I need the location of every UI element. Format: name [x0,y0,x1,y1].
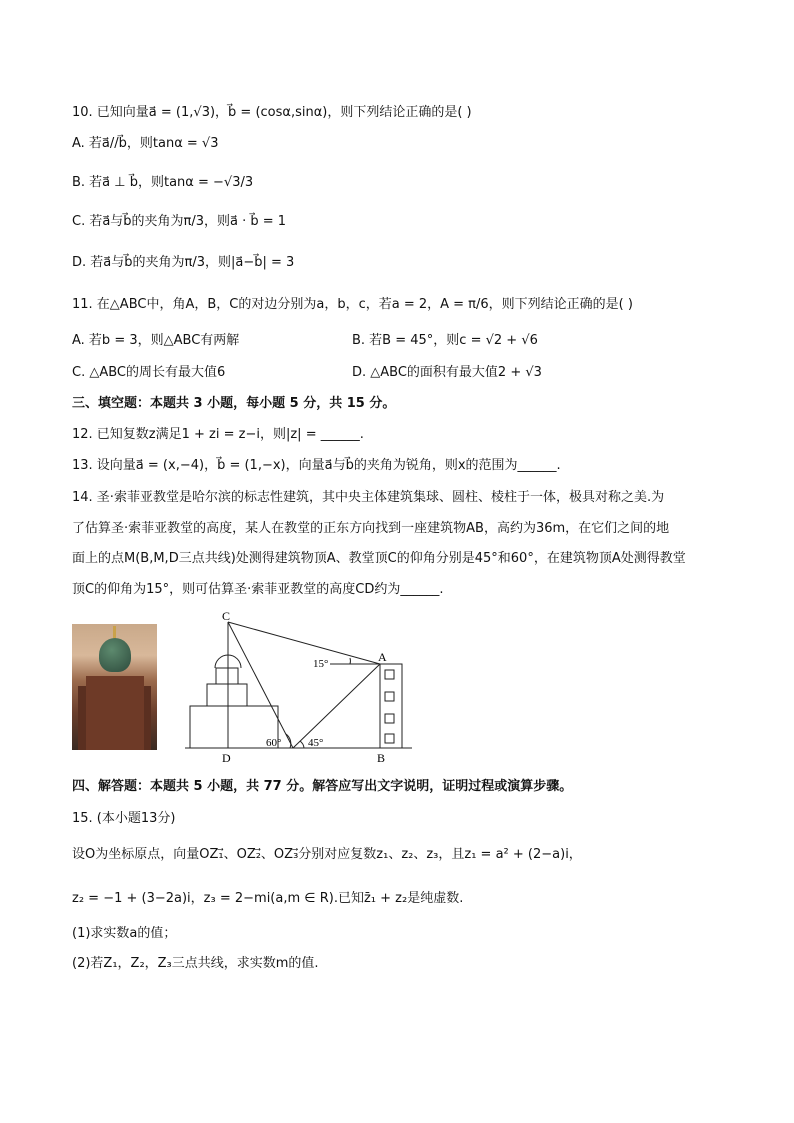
q14-line-4: 顶C的仰角为15°，则可估算圣·索菲亚教堂的高度CD约为______. [72,582,444,597]
section-three-heading: 三、填空题：本题共 3 小题，每小题 5 分，共 15 分。 [72,396,396,411]
q12: 12. 已知复数z满足1 + zi = z−i，则|z| = ______. [72,427,364,442]
q13: 13. 设向量a⃗ = (x,−4)，b⃗ = (1,−x)，向量a⃗与b⃗的夹角为锐角，则x的范围为______. [72,458,561,473]
q10-option-d: D. 若a⃗与b⃗的夹角为π/3，则|a⃗−b⃗| = 3 [72,255,295,270]
label-c: C [222,609,231,623]
q11-option-b: B. 若B = 45°，则c = √2 + √6 [352,333,538,348]
label-b: B [377,751,386,765]
q11-stem: 11. 在△ABC中，角A，B，C的对边分别为a，b，c，若a = 2，A = π/6，则下列结论正确的是( ) [72,297,633,312]
q15-part-1: (1)求实数a的值； [72,926,177,941]
q15-line-2: z₂ = −1 + (3−2a)i，z₃ = 2−mi(a,m ∈ R).已知z̄₁ + z₂是纯虚数. [72,891,464,906]
label-d: D [222,751,231,765]
cathedral-photo [72,624,157,750]
q14-line-1: 14. 圣·索菲亚教堂是哈尔滨的标志性建筑，其中央主体建筑集球、圆柱、棱柱于一体，极具对称之美.为 [72,490,665,505]
q11-option-d: D. △ABC的面积有最大值2 + √3 [352,365,542,380]
angle-45-label: 45° [308,737,324,749]
q15-title: 15. (本小题13分) [72,811,176,826]
angle-60-label: 60° [266,737,282,749]
q10-option-b: B. 若a⃗ ⊥ b⃗，则tanα = −√3/3 [72,175,254,190]
geometry-figure [180,606,420,766]
q10-stem: 10. 已知向量a⃗ = (1,√3)，b⃗ = (cosα,sinα)，则下列结论正确的是( ) [72,105,472,120]
q11-option-a: A. 若b = 3，则△ABC有两解 [72,333,240,348]
q14-line-2: 了估算圣·索菲亚教堂的高度，某人在教堂的正东方向找到一座建筑物AB，高约为36m，在它们之间的地 [72,521,670,536]
section-four-heading: 四、解答题：本题共 5 小题，共 77 分。解答应写出文字说明，证明过程或演算步骤。 [72,779,573,794]
q10-option-a: A. 若a⃗//b⃗，则tanα = √3 [72,136,219,151]
q10-option-c: C. 若a⃗与b⃗的夹角为π/3，则a⃗ · b⃗ = 1 [72,214,287,229]
q15-line-1: 设O为坐标原点，向量OZ₁⃗、OZ₂⃗、OZ₃⃗分别对应复数z₁、z₂、z₃，且z₁ = a² + (2−a)i， [72,847,582,862]
q15-part-2: (2)若Z₁，Z₂，Z₃三点共线，求实数m的值. [72,956,319,971]
q11-option-c: C. △ABC的周长有最大值6 [72,365,226,380]
angle-15-label: 15° [313,658,329,670]
label-a: A [378,650,387,664]
q14-line-3: 面上的点M(B,M,D三点共线)处测得建筑物顶A、教堂顶C的仰角分别是45°和60°，在建筑物顶A处测得教堂 [72,551,686,566]
